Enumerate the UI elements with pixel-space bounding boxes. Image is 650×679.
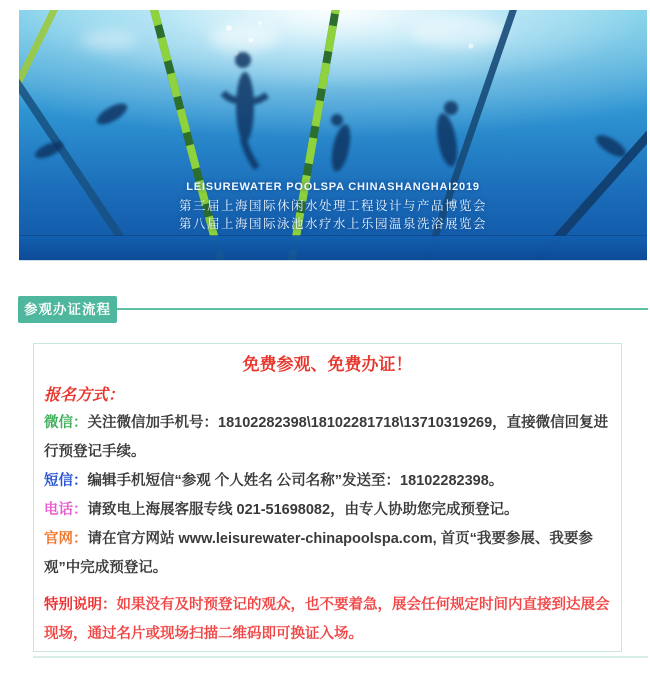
hero-image (19, 10, 647, 260)
phone-text: 请致电上海展客服专线 021-51698082，由专人协助您完成预登记。 (87, 502, 519, 518)
bottom-divider (33, 656, 648, 658)
hero-title-en: LEISUREWATER POOLSPA CHINASHANGHAI2019 (186, 181, 480, 193)
special-note (44, 591, 611, 649)
special-note-text: 如果没有及时预登记的观众，也不要着急，展会任何规定时间内直接到达展会现场，通过名片或现场扫描二维码即可换证入场。 (44, 597, 610, 642)
hero-bottom-edge (19, 260, 647, 261)
method-wechat (44, 409, 611, 467)
hero-subtitle-2: 第八届上海国际泳池水疗水上乐园温泉洗浴展览会 (178, 217, 487, 231)
section-divider-line (117, 308, 648, 310)
wechat-text: 关注微信加手机号：18102282398\18102281718\13710319269，直接微信回复进行预登记手续。 (44, 415, 609, 460)
notice-headline: 免费参观、免费办证！ (242, 355, 413, 374)
signup-methods-heading: 报名方式： (44, 387, 125, 404)
website-label: 官网 (44, 531, 73, 547)
website-separator: ： (73, 531, 88, 547)
hero-caption (19, 181, 647, 233)
wechat-separator: ： (73, 415, 88, 431)
section-badge: 参观办证流程 (18, 296, 117, 323)
special-note-separator: ： (102, 597, 117, 613)
method-sms (44, 467, 611, 496)
phone-separator: ： (73, 502, 88, 518)
sms-text: 编辑手机短信“参观 个人姓名 公司名称”发送至：18102282398。 (87, 473, 504, 489)
notice-box (33, 343, 622, 652)
method-phone (44, 496, 611, 525)
hero-subtitle-1: 第三届上海国际休闲水处理工程设计与产品博览会 (178, 199, 487, 213)
special-note-label: 特别说明 (44, 597, 102, 613)
sms-label: 短信 (44, 473, 73, 489)
sms-separator: ： (73, 473, 88, 489)
wechat-label: 微信 (44, 415, 73, 431)
method-website (44, 525, 611, 583)
phone-label: 电话 (44, 502, 73, 518)
website-text: 请在官方网站 www.leisurewater-chinapoolspa.com, 首页“我要参展、我要参观”中完成预登记。 (44, 531, 593, 576)
